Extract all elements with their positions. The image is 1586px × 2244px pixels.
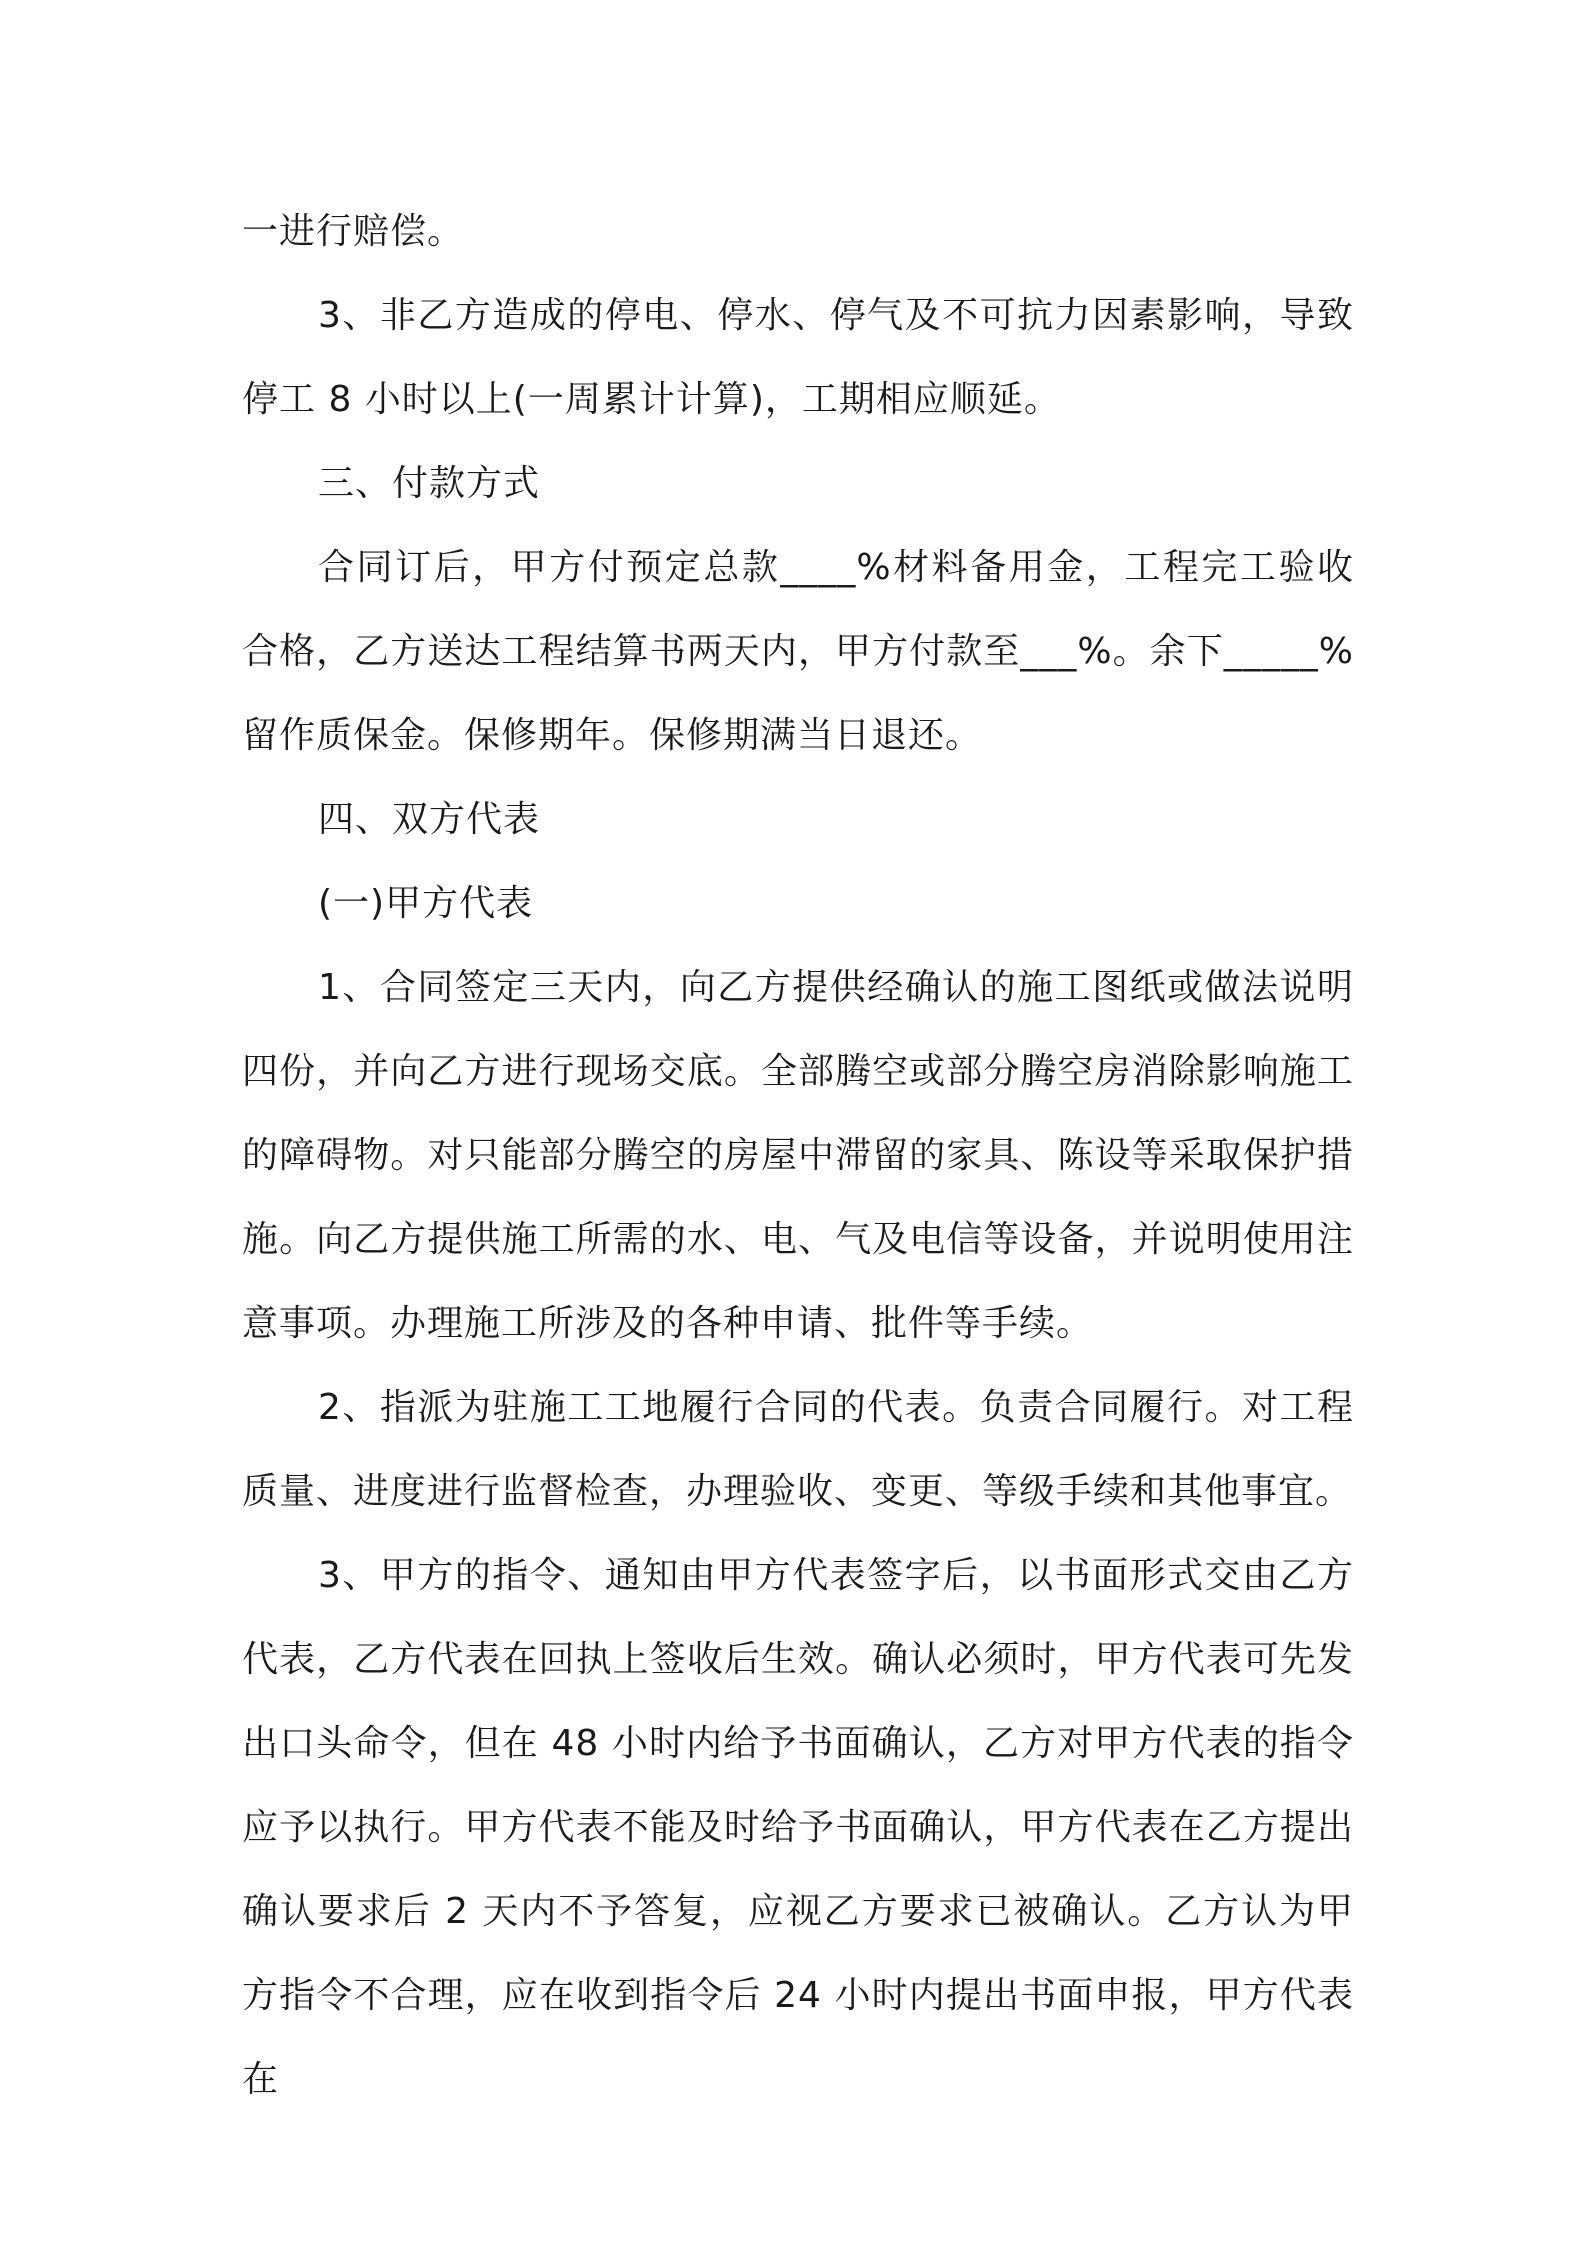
subsection-heading-party-a: (一)甲方代表	[318, 883, 534, 924]
paragraph-payment-terms: 合同订后，甲方付预定总款____%材料备用金，工程完工验收合格，乙方送达工程结算书两天内，甲方付款至___%。余下_____%留作质保金。保修期年。保修期满当日退还。	[242, 547, 1354, 756]
section-heading-representatives: 四、双方代表	[318, 799, 541, 840]
document-body	[242, 190, 1354, 2122]
section-heading-payment: 三、付款方式	[318, 463, 541, 504]
paragraph-2: 3、非乙方造成的停电、停水、停气及不可抗力因素影响，导致停工 8 小时以上(一周累计计算)，工期相应顺延。	[242, 295, 1354, 420]
paragraph-1: 一进行赔偿。	[242, 211, 465, 252]
paragraph-clause-3: 3、甲方的指令、通知由甲方代表签字后，以书面形式交由乙方代表，乙方代表在回执上签收后生效。确认必须时，甲方代表可先发出口头命令，但在 48 小时内给予书面确认，乙方对甲方代表的指令应予以执行。甲方代表不能及时给予书面确认，甲方代表在乙方提出确认要求后 2 天内不予答复，应视乙方要求已被确认。乙方认为甲方指令不合理，应在收到指令后 24 小时内提出书面申报，甲方代表在	[242, 1555, 1354, 2100]
paragraph-clause-1: 1、合同签定三天内，向乙方提供经确认的施工图纸或做法说明四份，并向乙方进行现场交底。全部腾空或部分腾空房消除影响施工的障碍物。对只能部分腾空的房屋中滞留的家具、陈设等采取保护措施。向乙方提供施工所需的水、电、气及电信等设备，并说明使用注意事项。办理施工所涉及的各种申请、批件等手续。	[242, 967, 1354, 1344]
paragraph-clause-2: 2、指派为驻施工工地履行合同的代表。负责合同履行。对工程质量、进度进行监督检查，办理验收、变更、等级手续和其他事宜。	[242, 1387, 1354, 1512]
